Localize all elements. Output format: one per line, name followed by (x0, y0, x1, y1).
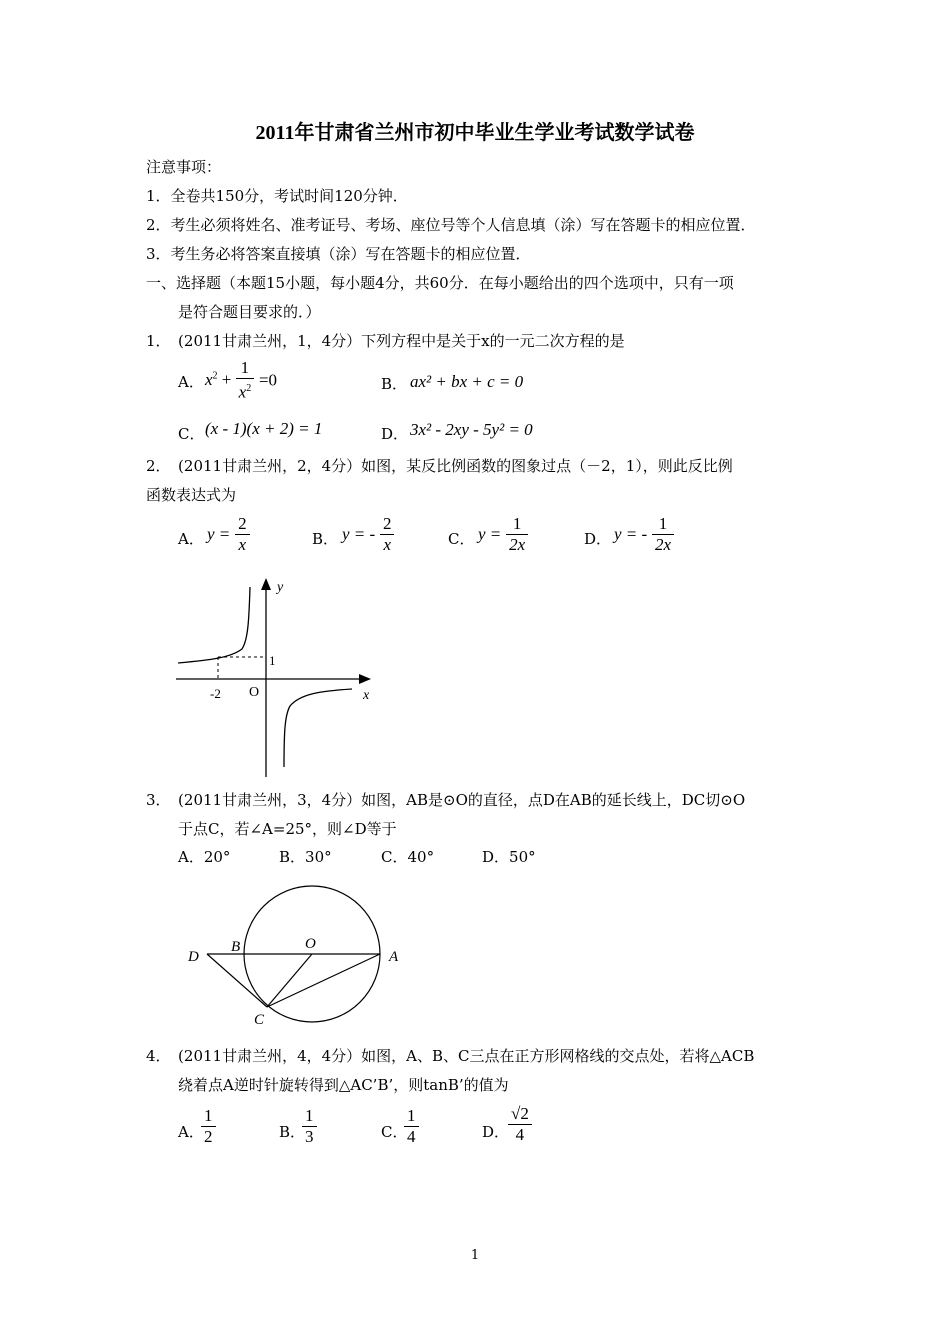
notice-heading: 注意事项： (146, 158, 222, 176)
q4-option-c-label: C． (381, 1123, 408, 1141)
section-heading-line2: 是符合题目要求的．） (178, 303, 321, 321)
q4-stem-line1: 4． (2011甘肃兰州，4，4分）如图，A、B、C三点在正方形网格线的交点处，若将△ACB (146, 1047, 755, 1065)
q4-a-den: 2 (204, 1127, 213, 1146)
q2-hyperbola-graph (170, 570, 385, 785)
q4-option-a (201, 1106, 216, 1147)
q2-d-num: 1 (652, 514, 674, 535)
page-number: 1 (470, 1248, 480, 1263)
q2-y-label: y (277, 580, 284, 595)
q1-option-a-label: A． (178, 373, 204, 391)
q4-a-fraction (201, 1106, 216, 1147)
q3-circle-figure (180, 878, 410, 1033)
q2-tick-y-label: 1 (269, 653, 276, 668)
q4-d-fraction (508, 1104, 532, 1145)
q2-d-fraction (652, 514, 674, 555)
q3-line-co (267, 954, 312, 1007)
q3-label-o: O (305, 936, 316, 952)
q1-a-num: 1 (236, 358, 255, 379)
q1-a-var: x (205, 370, 213, 390)
q3-label-d: D (188, 949, 199, 965)
q2-b-fraction (380, 514, 395, 555)
q4-stem-line2: 绕着点A逆时针旋转得到△AC’B’，则tanB’的值为 (178, 1076, 509, 1094)
q4-option-b (302, 1106, 317, 1147)
q4-c-fraction (404, 1106, 419, 1147)
q3-stem-line2: 于点C，若∠A=25°，则∠D等于 (178, 820, 397, 838)
q1-option-b-label: B． (381, 375, 408, 393)
q1-a-exp: 2 (212, 370, 218, 382)
q2-curve-right (284, 689, 352, 767)
q2-c-num: 1 (506, 514, 528, 535)
q1-option-a (205, 358, 277, 404)
q2-x-label: x (363, 688, 370, 703)
q2-c-lhs: y = (478, 524, 502, 544)
q4-b-den: 3 (305, 1127, 314, 1146)
q1-a-den-exp: 2 (246, 383, 252, 394)
q3-option-d: D．50° (482, 848, 536, 866)
q4-option-c (404, 1106, 419, 1147)
q4-option-a-label: A． (178, 1123, 204, 1141)
q2-a-fraction (235, 514, 250, 555)
q2-option-b (342, 514, 394, 555)
q2-stem-line1: 2． (2011甘肃兰州，2，4分）如图，某反比例函数的图象过点（－2，1），则此反比例 (146, 457, 733, 475)
notice-item-1: 1．全卷共150分，考试时间120分钟． (146, 187, 408, 205)
q2-c-fraction (506, 514, 528, 555)
q2-b-num: 2 (380, 514, 395, 535)
q1-stem: 1． (2011甘肃兰州，1，4分）下列方程中是关于x的一元二次方程的是 (146, 332, 625, 350)
page-title: 2011年甘肃省兰州市初中毕业生学业考试数学试卷 (255, 122, 695, 144)
q4-option-b-label: B． (279, 1123, 306, 1141)
notice-item-2: 2．考生必须将姓名、准考证号、考场、座位号等个人信息填（涂）写在答题卡的相应位置． (146, 216, 756, 234)
q2-d-den: 2x (654, 535, 672, 554)
q2-b-den: x (383, 535, 391, 554)
notice-item-3: 3．考生务必将答案直接填（涂）写在答题卡的相应位置． (146, 245, 531, 263)
q3-tangent-dc (207, 954, 267, 1007)
q2-stem-line2: 函数表达式为 (146, 486, 237, 504)
q4-c-num: 1 (404, 1106, 419, 1127)
q4-d-num: √2 (508, 1104, 532, 1125)
q3-option-c: C．40° (381, 848, 435, 866)
q2-tick-x-label: -2 (210, 686, 221, 701)
q4-c-den: 4 (407, 1127, 416, 1146)
q4-option-d-label: D． (482, 1123, 510, 1141)
q1-option-c: (x - 1)(x + 2) = 1 (205, 419, 323, 438)
q2-a-lhs: y = (207, 524, 231, 544)
q3-label-a: A (389, 949, 399, 965)
q1-option-d: 3x² - 2xy - 5y² = 0 (410, 420, 533, 439)
q2-origin-label: O (249, 685, 260, 700)
q2-option-a-label: A． (178, 530, 204, 548)
section-heading-line1: 一、选择题（本题15小题，每小题4分，共60分．在每小题给出的四个选项中，只有一项 (146, 274, 734, 292)
q1-a-eq: =0 (258, 370, 278, 390)
q2-d-lhs: y = - (614, 524, 648, 544)
q2-a-num: 2 (235, 514, 250, 535)
q2-b-lhs: y = - (342, 524, 376, 544)
q2-curve-left (178, 587, 250, 663)
q1-a-den-var: x (238, 382, 247, 402)
q3-stem-line1: 3． (2011甘肃兰州，3，4分）如图，AB是⊙O的直径，点D在AB的延长线上，DC切⊙O (146, 791, 746, 809)
q1-a-fraction (236, 358, 255, 403)
q4-d-den: 4 (515, 1125, 525, 1144)
q1-option-b: ax² + bx + c = 0 (410, 372, 524, 391)
q1-option-d-label: D． (381, 425, 409, 443)
q4-b-fraction (302, 1106, 317, 1147)
q2-option-a (207, 514, 250, 555)
q3-option-b: B．30° (279, 848, 332, 866)
q4-a-num: 1 (201, 1106, 216, 1127)
q1-a-plus: + (221, 370, 232, 390)
q2-option-c (478, 514, 528, 555)
q3-option-a: A．20° (178, 848, 231, 866)
q2-option-d (614, 514, 674, 555)
q2-c-den: 2x (509, 535, 526, 554)
q4-option-d (508, 1104, 532, 1145)
q1-option-c-label: C． (178, 425, 205, 443)
q2-y-arrow (261, 578, 271, 590)
q4-b-num: 1 (302, 1106, 317, 1127)
q2-a-den: x (238, 535, 247, 554)
q3-label-b: B (231, 939, 241, 955)
q2-option-d-label: D． (584, 530, 612, 548)
q3-label-c: C (254, 1012, 265, 1028)
q2-option-c-label: C． (448, 530, 475, 548)
q2-x-arrow (359, 674, 371, 684)
q2-option-b-label: B． (312, 530, 339, 548)
